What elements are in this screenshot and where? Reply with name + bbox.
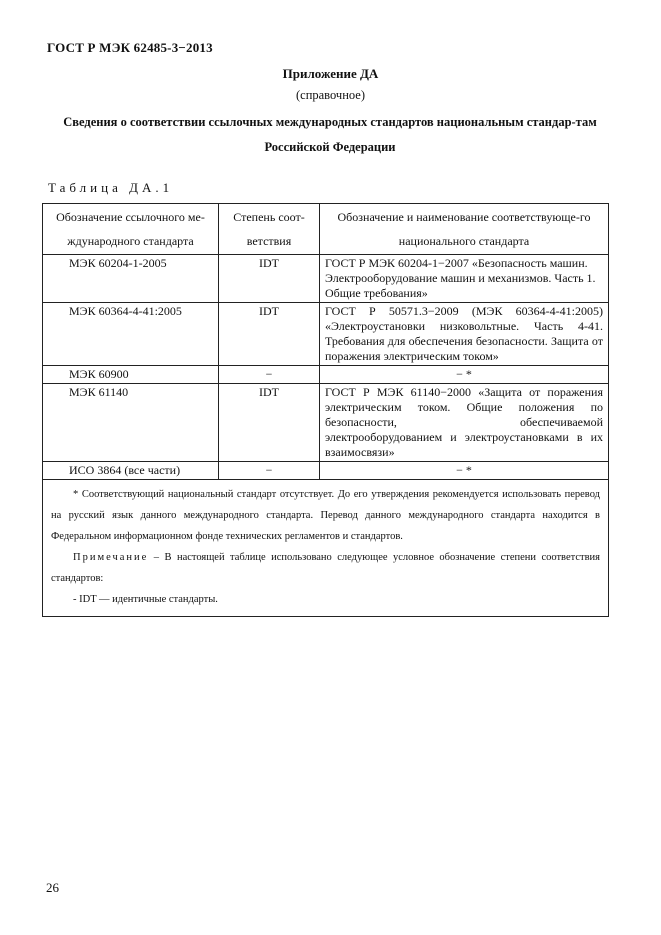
degree-cell: − (219, 366, 320, 384)
international-standard-cell: МЭК 60364-4-41:2005 (43, 303, 219, 366)
document-code: ГОСТ Р МЭК 62485-3−2013 (47, 40, 213, 55)
standards-correspondence-table (42, 203, 609, 617)
column-header-degree: Степень соот-ветствия (219, 204, 320, 255)
column-header-national: Обозначение и наименование соответствующе-го национального стандарта (320, 204, 609, 255)
note-text: – В настоящей таблице использовано следующее условное обозначение степени соответствия стандартов: (51, 552, 600, 584)
national-standard-cell: ГОСТ Р 50571.3−2009 (МЭК 60364-4-41:2005) «Электроустановки низковольтные. Часть 4-41. Требования для обеспечения безопасности. Защита от поражения электрическим током» (320, 303, 609, 366)
table-row (43, 462, 609, 480)
footnote: * Соответствующий национальный стандарт отсутствует. До его утверждения рекомендуется использовать перевод на русский язык данного международного стандарта. Перевод данного международного стандарта находится в Федеральном информационном фонде технических регламентов и стандартов. (51, 489, 600, 542)
table-row (43, 303, 609, 366)
national-standard-cell: − * (320, 366, 609, 384)
national-standard-cell: − * (320, 462, 609, 480)
national-standard-cell: ГОСТ Р МЭК 60204-1−2007 «Безопасность машин. Электрооборудование машин и механизмов. Часть 1. Общие требования» (320, 255, 609, 303)
degree-cell: IDT (219, 255, 320, 303)
note (51, 547, 600, 589)
degree-cell: IDT (219, 384, 320, 462)
annex-heading: Сведения о соответствии ссылочных международных стандартов национальным стандар-там Российской Федерации (63, 115, 597, 154)
table-row (43, 384, 609, 462)
table-notes (43, 480, 609, 617)
degree-cell: IDT (219, 303, 320, 366)
degree-cell: − (219, 462, 320, 480)
table-row (43, 366, 609, 384)
international-standard-cell: МЭК 60900 (43, 366, 219, 384)
note-label: Примечание (73, 552, 149, 563)
international-standard-cell: ИСО 3864 (все части) (43, 462, 219, 480)
annex-subtitle: (справочное) (295, 88, 366, 102)
national-standard-cell: ГОСТ Р МЭК 61140−2000 «Защита от поражения электрическим током. Общие положения по безопасности, обеспечиваемой электрооборудованием и электроустановками в их взаимосвязи» (320, 384, 609, 462)
table-header-row (43, 204, 609, 255)
table-row (43, 255, 609, 303)
table-caption: Таблица ДА.1 (48, 180, 174, 195)
column-header-international: Обозначение ссылочного ме-ждународного стандарта (43, 204, 219, 255)
table-notes-row (43, 480, 609, 617)
page-number: 26 (46, 880, 59, 895)
annex-title: Приложение ДА (282, 66, 379, 81)
international-standard-cell: МЭК 60204-1-2005 (43, 255, 219, 303)
international-standard-cell: МЭК 61140 (43, 384, 219, 462)
legend-idt: - IDT — идентичные стандарты. (73, 594, 218, 605)
